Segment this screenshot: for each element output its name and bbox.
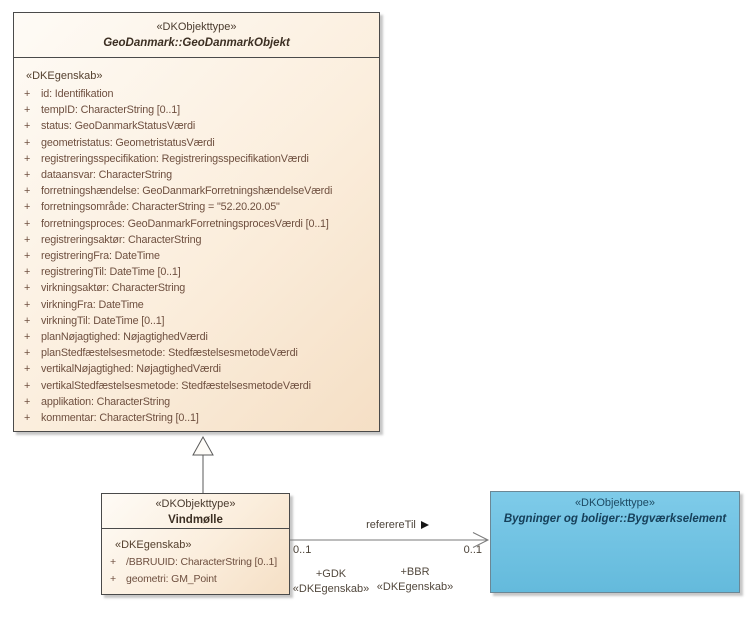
class-stereotype: «DKObjekttype» bbox=[156, 21, 237, 33]
attribute-row bbox=[102, 571, 289, 588]
attribute-row bbox=[102, 554, 289, 571]
attribute-row bbox=[14, 86, 379, 102]
attribute-text: planNøjagtighed: NøjagtighedVærdi bbox=[41, 331, 208, 344]
source-role-name: +GDK bbox=[315, 568, 347, 580]
visibility-marker: + bbox=[110, 572, 117, 585]
attribute-row bbox=[14, 102, 379, 118]
source-multiplicity-label: 0..1 bbox=[293, 544, 312, 556]
target-role-stereotype: «DKEgenskab» bbox=[376, 581, 454, 593]
class-name: Bygninger og boliger::Bygværkselement bbox=[503, 513, 727, 525]
egenskab-section-label: «DKEgenskab» bbox=[26, 70, 103, 82]
attribute-text: dataansvar: CharacterString bbox=[41, 169, 172, 182]
visibility-marker: + bbox=[24, 347, 31, 360]
class-header bbox=[102, 494, 289, 529]
attribute-text: virkningFra: DateTime bbox=[41, 298, 144, 311]
association-name-label[interactable] bbox=[325, 519, 470, 531]
visibility-marker: + bbox=[24, 201, 31, 214]
attribute-row bbox=[14, 183, 379, 199]
attribute-text: geometristatus: GeometristatusVærdi bbox=[41, 136, 215, 149]
visibility-marker: + bbox=[24, 298, 31, 311]
source-role-stereotype: «DKEgenskab» bbox=[292, 583, 370, 595]
visibility-marker: + bbox=[24, 379, 31, 392]
attribute-text: geometri: GM_Point bbox=[126, 572, 217, 585]
class-header bbox=[491, 492, 739, 527]
source-role-label bbox=[289, 567, 373, 597]
visibility-marker: + bbox=[24, 185, 31, 198]
visibility-marker: + bbox=[110, 556, 117, 568]
attribute-text: id: Identifikation bbox=[41, 88, 114, 100]
visibility-marker: + bbox=[24, 169, 31, 182]
attribute-row bbox=[14, 410, 379, 426]
attribute-row bbox=[14, 394, 379, 410]
attribute-text: applikation: CharacterString bbox=[41, 395, 171, 408]
attribute-row bbox=[14, 264, 379, 280]
attribute-text: status: GeoDanmarkStatusVærdi bbox=[41, 120, 196, 133]
attribute-row bbox=[14, 135, 379, 151]
association-name-text: referereTil bbox=[366, 519, 416, 531]
visibility-marker: + bbox=[24, 120, 31, 133]
attribute-text: vertikalStedfæstelsesmetode: StedfæstelsesmetodeVærdi bbox=[41, 379, 311, 392]
attribute-text: kommentar: CharacterString [0..1] bbox=[41, 412, 199, 425]
class-stereotype: «DKObjekttype» bbox=[574, 497, 656, 509]
target-multiplicity-label: 0..1 bbox=[463, 544, 482, 556]
attribute-row bbox=[14, 216, 379, 232]
class-stereotype: «DKObjekttype» bbox=[155, 498, 236, 510]
attribute-text: planStedfæstelsesmetode: StedfæstelsesmetodeVærdi bbox=[41, 347, 298, 360]
attribute-row bbox=[14, 313, 379, 329]
direction-arrow-icon bbox=[421, 521, 429, 529]
visibility-marker: + bbox=[24, 217, 31, 230]
attribute-text: tempID: CharacterString [0..1] bbox=[41, 104, 180, 117]
attribute-text: virkningTil: DateTime [0..1] bbox=[41, 314, 165, 327]
attribute-row bbox=[14, 232, 379, 248]
class-vindmoelle[interactable] bbox=[101, 493, 290, 595]
attribute-text: forretningsproces: GeoDanmarkForretningsprocesVærdi [0..1] bbox=[41, 217, 329, 230]
attribute-row bbox=[14, 329, 379, 345]
visibility-marker: + bbox=[24, 266, 31, 279]
attribute-text: forretningsområde: CharacterString = "52.20.20.05" bbox=[41, 201, 280, 214]
attribute-row bbox=[14, 378, 379, 394]
visibility-marker: + bbox=[24, 395, 31, 408]
attribute-text: registreringTil: DateTime [0..1] bbox=[41, 266, 181, 279]
class-bygvaerkselement[interactable] bbox=[490, 491, 740, 593]
attribute-row bbox=[14, 167, 379, 183]
visibility-marker: + bbox=[24, 314, 31, 327]
attribute-row bbox=[14, 345, 379, 361]
visibility-marker: + bbox=[24, 282, 31, 295]
visibility-marker: + bbox=[24, 104, 31, 117]
attribute-row bbox=[14, 280, 379, 296]
attribute-text: vertikalNøjagtighed: NøjagtighedVærdi bbox=[41, 363, 221, 376]
attribute-row bbox=[14, 297, 379, 313]
generalization-connector[interactable] bbox=[193, 437, 213, 493]
visibility-marker: + bbox=[24, 250, 31, 263]
attribute-text: registreringFra: DateTime bbox=[41, 250, 160, 263]
class-header bbox=[14, 13, 379, 58]
attribute-row bbox=[14, 151, 379, 167]
visibility-marker: + bbox=[24, 331, 31, 344]
visibility-marker: + bbox=[24, 363, 31, 376]
attribute-text: forretningshændelse: GeoDanmarkForretningshændelseVærdi bbox=[41, 185, 333, 198]
visibility-marker: + bbox=[24, 88, 31, 100]
class-name: GeoDanmark::GeoDanmarkObjekt bbox=[103, 37, 290, 49]
attribute-text: /BBRUUID: CharacterString [0..1] bbox=[126, 556, 278, 568]
egenskab-section-label: «DKEgenskab» bbox=[115, 539, 192, 551]
class-name: Vindmølle bbox=[168, 514, 223, 526]
visibility-marker: + bbox=[24, 233, 31, 246]
class-geodanmarkobjekt[interactable] bbox=[13, 12, 380, 432]
visibility-marker: + bbox=[24, 152, 31, 165]
visibility-marker: + bbox=[24, 412, 31, 425]
attributes-compartment bbox=[14, 70, 379, 426]
visibility-marker: + bbox=[24, 136, 31, 149]
attribute-row bbox=[14, 361, 379, 377]
attribute-text: registreringsaktør: CharacterString bbox=[41, 233, 202, 246]
target-role-label bbox=[369, 565, 461, 595]
attribute-text: registreringsspecifikation: RegistreringsspecifikationVærdi bbox=[41, 152, 309, 165]
attribute-row bbox=[14, 248, 379, 264]
attribute-row bbox=[14, 199, 379, 215]
attributes-compartment bbox=[102, 539, 289, 588]
attribute-text: virkningsaktør: CharacterString bbox=[41, 282, 186, 295]
target-role-name: +BBR bbox=[400, 566, 430, 578]
attribute-row bbox=[14, 118, 379, 134]
